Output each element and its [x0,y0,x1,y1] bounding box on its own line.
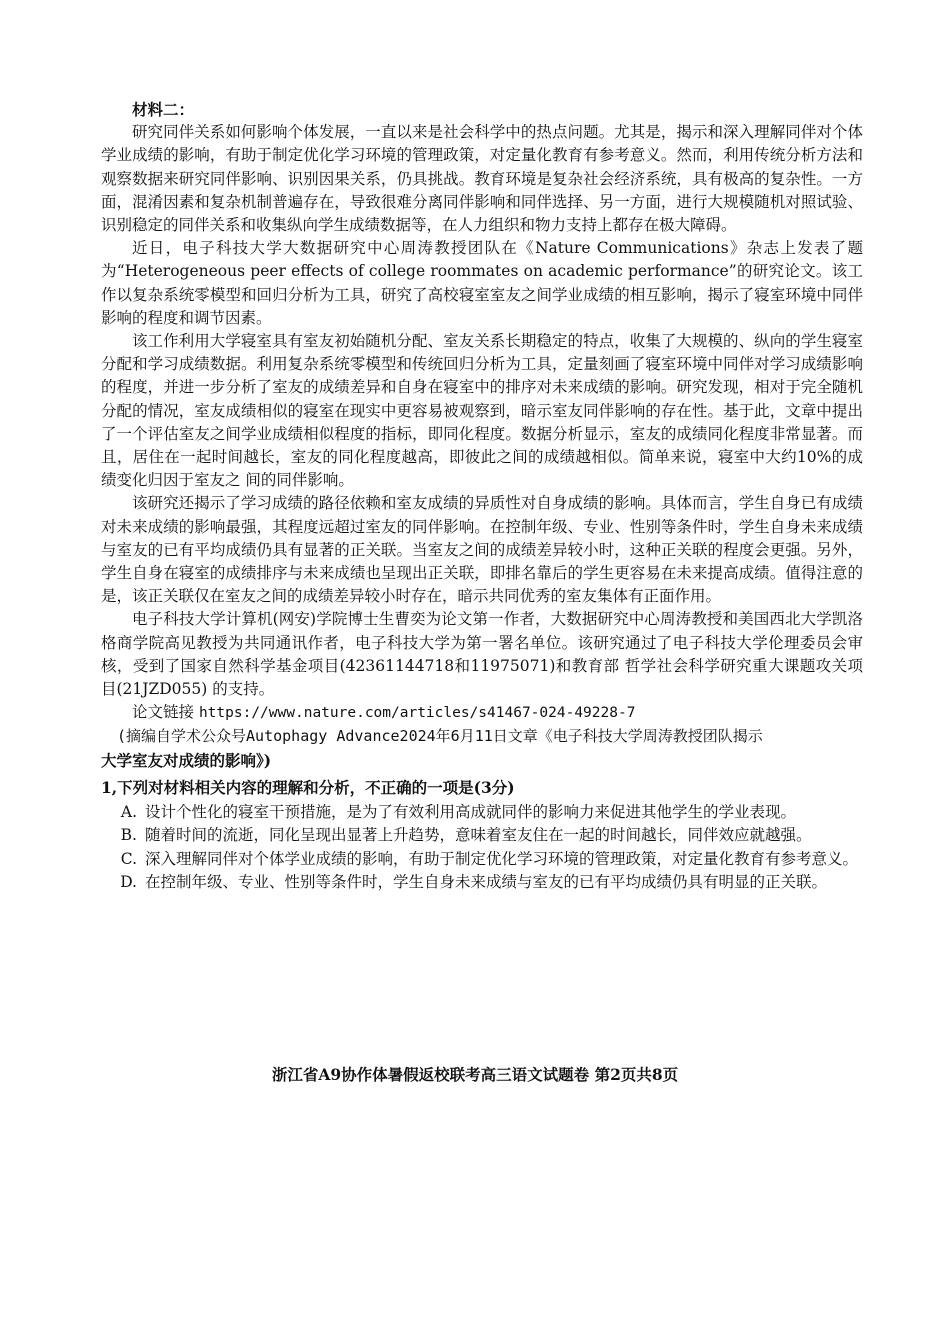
paper-link-line [101,701,863,725]
option-letter: B. [120,826,137,845]
option-b [101,824,863,847]
source-attribution: (摘编自学术公众号Autophagy Advance2024年6月11日文章《电子科技大学周涛教授团队揭示 [117,727,763,746]
question-stem: 1,下列对材料相关内容的理解和分析，不正确的一项是(3分) [101,777,515,797]
option-text: 随着时间的流逝，同化呈现出显著上升趋势，意味着室友住在一起的时间越长，同伴效应就越强。 [145,826,812,845]
page-footer: 浙江省A9协作体暑假返校联考高三语文试题卷 第2页共8页 [271,1065,679,1084]
source-attribution-tail: 大学室友对成绩的影响》) [101,750,272,770]
option-text: 设计个性化的寝室干预措施，是为了有效利用高成就同伴的影响力来促进其他学生的学业表现。 [145,803,797,822]
option-text: 在控制年级、专业、性别等条件时，学生自身未来成绩与室友的已有平均成绩仍具有明显的正关联。 [145,872,828,891]
page-content [101,98,863,894]
paper-link-url[interactable]: https://www.nature.com/articles/s41467-024-49228-7 [198,705,636,722]
material-heading: 材料二： [132,100,195,119]
material-paragraph-2: 近日，电子科技大学大数据研究中心周涛教授团队在《Nature Communications》杂志上发表了题为“Heterogeneous peer effects of college roommates on academic performance”的研究论文。该工作以复杂系统零模型和回归分析为工具，研究了高校寝室室友之间学业成绩的相互影响，揭示了寝室环境中同伴影响的程度和调节因素。 [101,239,863,327]
option-text: 深入理解同伴对个体学业成绩的影响，有助于制定优化学习环境的管理政策，对定量化教育有参考意义。 [145,849,859,868]
option-c [101,848,863,871]
material-paragraph-1: 研究同伴关系如何影响个体发展，一直以来是社会科学中的热点问题。尤其是，揭示和深入理解同伴对个体学业成绩的影响，有助于制定优化学习环境的管理政策，对定量化教育有参考意义。然而，利用传统分析方法和观察数据来研究同伴影响、识别因果关系，仍具挑战。教育环境是复杂社会经济系统，具有极高的复杂性。一方面，混淆因素和复杂机制普遍存在，导致很难分离同伴影响和同伴选择、另一方面，进行大规模随机对照试验、识别稳定的同伴关系和收集纵向学生成绩数据等，在人力组织和物力支持上都存在极大障碍。 [101,123,863,235]
paper-link-label: 论文链接 [132,703,195,722]
option-letter: D. [120,872,137,891]
option-letter: C. [120,849,137,868]
option-a [101,801,863,824]
material-paragraph-4: 该研究还揭示了学习成绩的路径依赖和室友成绩的异质性对自身成绩的影响。具体而言，学生自身已有成绩对未来成绩的影响最强，其程度远超过室友的同伴影响。在控制年级、专业、性别等条件时，学生自身未来成绩与室友的已有平均成绩仍具有显著的正关联。当室友之间的成绩差异较小时，这种正关联的程度会更强。另外，学生自身在寝室的成绩排序与未来成绩也呈现出正关联，即排名靠后的学生更容易在未来提高成绩。值得注意的是，该正关联仅在室友之间的成绩差异较小时存在，暗示共同优秀的室友集体有正面作用。 [101,494,863,606]
option-d [101,871,863,894]
material-paragraph-5: 电子科技大学计算机(网安)学院博士生曹奕为论文第一作者，大数据研究中心周涛教授和美国西北大学凯洛格商学院高见教授为共同通讯作者，电子科技大学为第一署名单位。该研究通过了电子科技大学伦理委员会审核，受到了国家自然科学基金项目(42361144718和11975071)和教育部 哲学社会科学研究重大课题攻关项目(21JZD055) 的支持。 [101,610,863,699]
option-letter: A. [120,803,137,822]
material-paragraph-3: 该工作利用大学寝室具有室友初始随机分配、室友关系长期稳定的特点，收集了大规模的、纵向的学生寝室分配和学习成绩数据。利用复杂系统零模型和传统回归分析为工具，定量刻画了寝室环境中同伴对学习成绩影响的程度，并进一步分析了室友的成绩差异和自身在寝室中的排序对未来成绩的影响。研究发现，相对于完全随机分配的情况，室友成绩相似的寝室在现实中更容易被观察到，暗示室友同伴影响的存在性。基于此，文章中提出了一个评估室友之间学业成绩相似程度的指标，即同化程度。数据分析显示，室友的成绩同化程度非常显著。而且，居住在一起时间越长，室友的同化程度越高，即彼此之间的成绩越相似。简单来说，寝室中大约10%的成绩变化归因于室友之 间的同伴影响。 [101,332,863,490]
